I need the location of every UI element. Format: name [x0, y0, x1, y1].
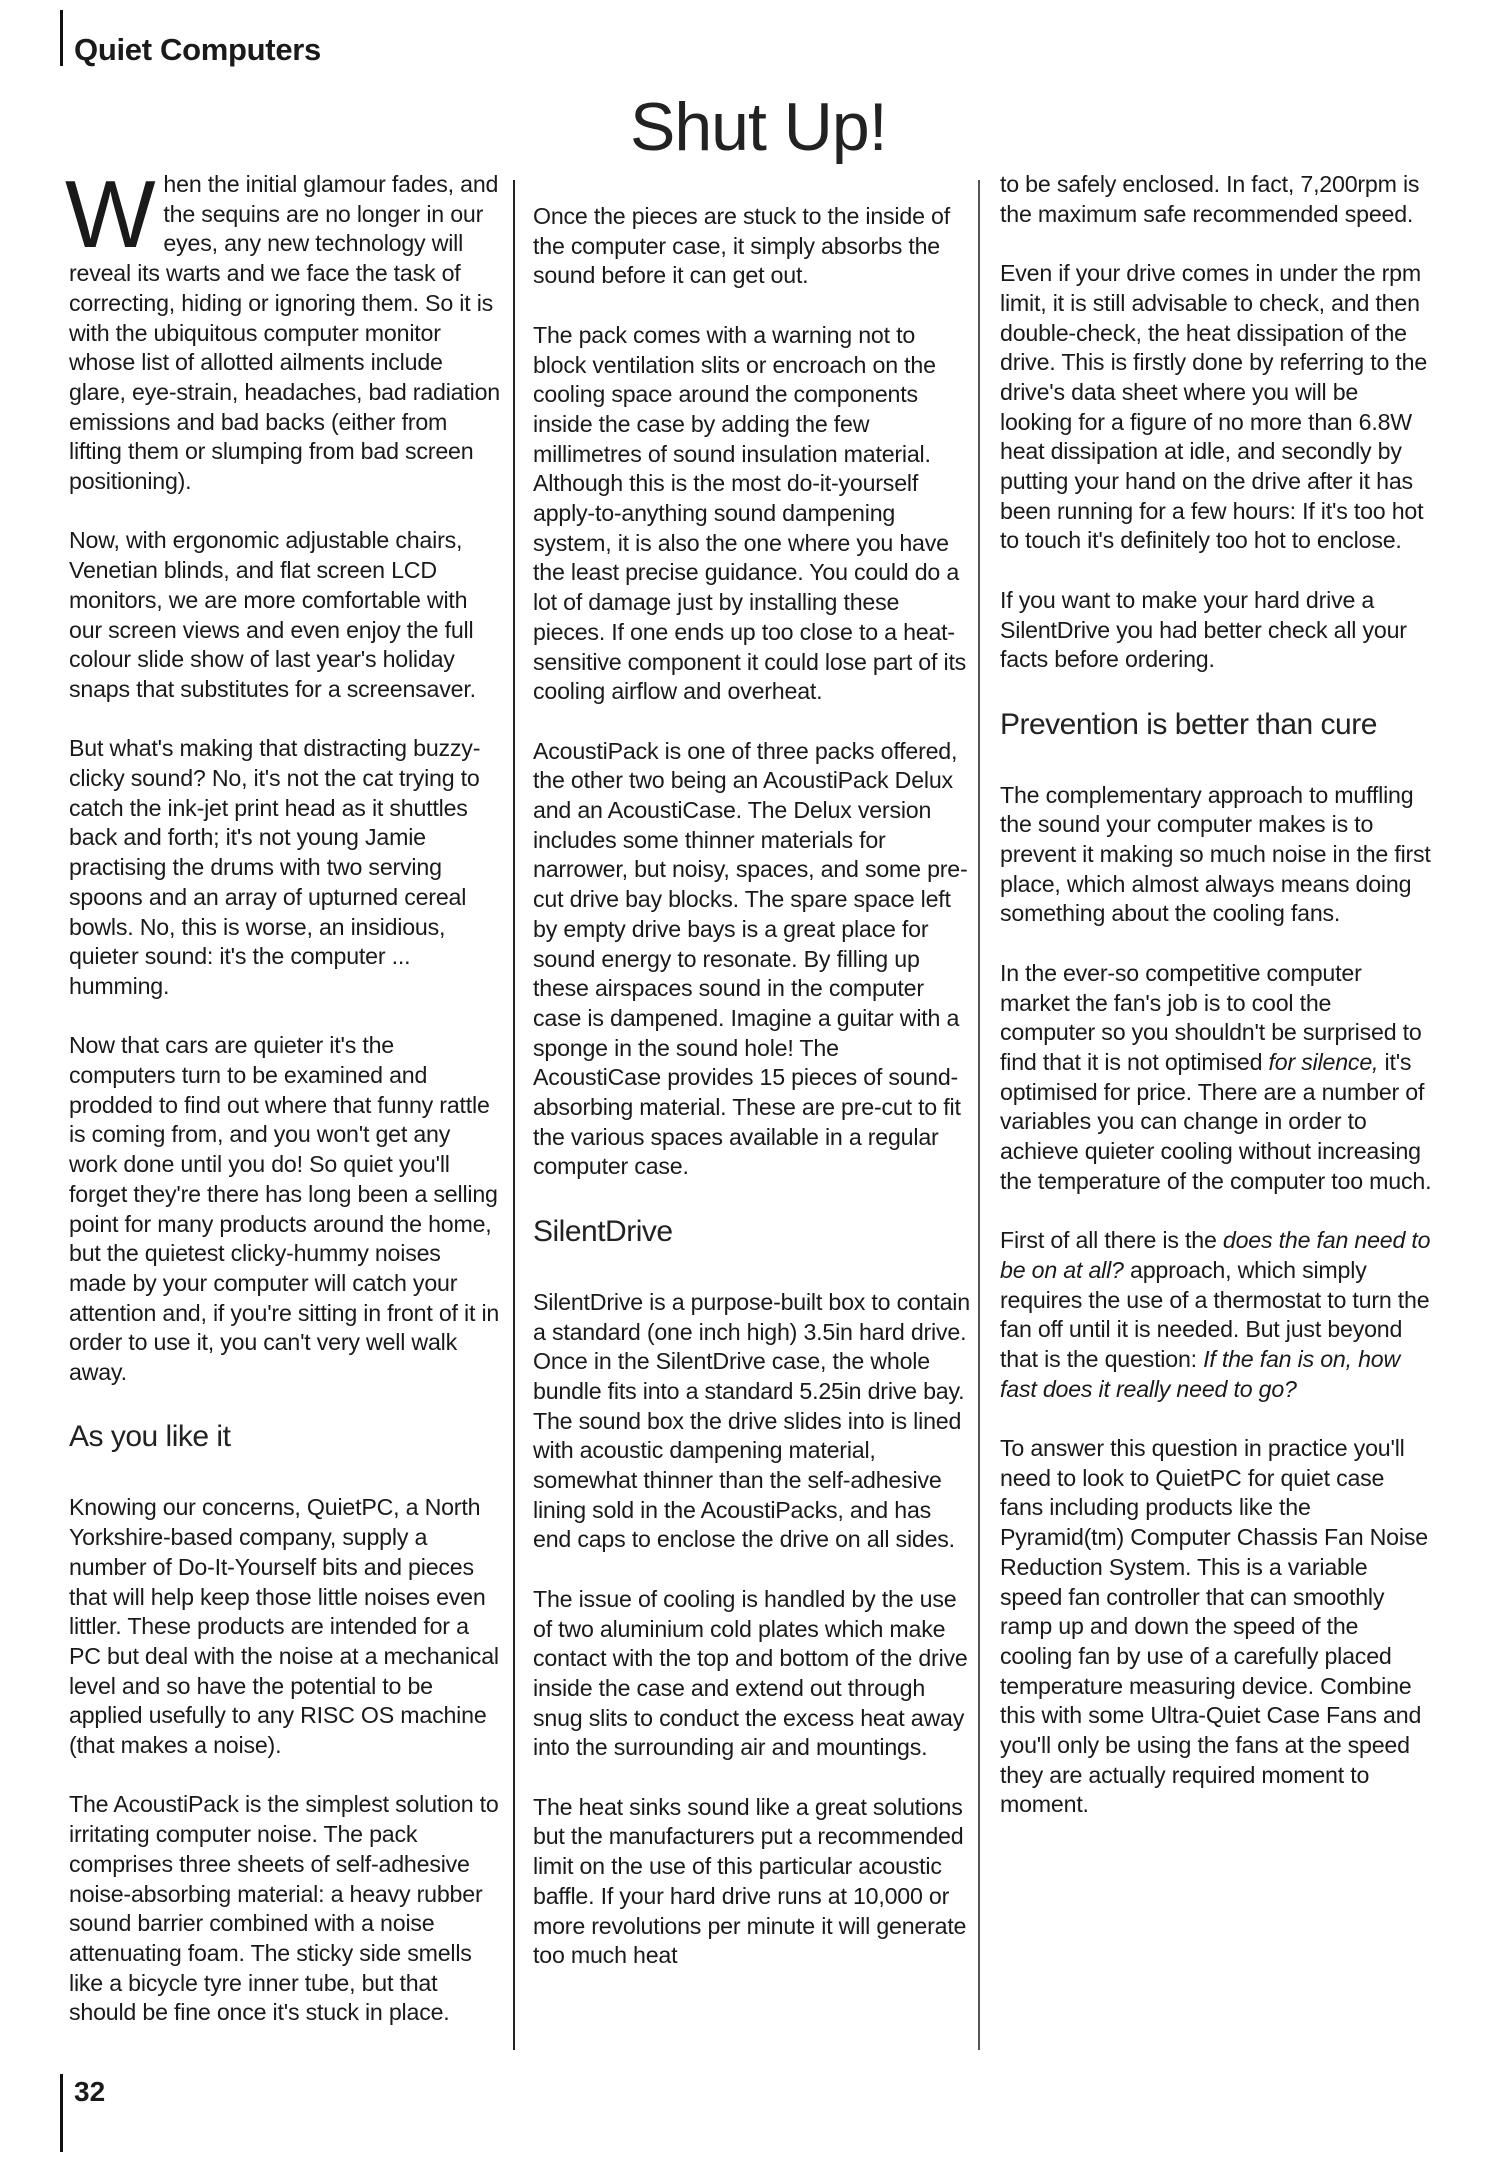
- paragraph: The AcoustiPack is the simplest solution to irritating computer noise. The pack comprises three sheets of self-adhesive noise-absorbing material: a heavy rubber sound barrier combined with a noise attenuating foam. The sticky side smells like a bicycle tyre inner tube, but that should be fine once it's stuck in place.: [69, 1791, 499, 2026]
- subheading-prevention: Prevention is better than cure: [1000, 707, 1377, 741]
- article-column-3: [1000, 170, 1432, 1850]
- column-divider-left: [513, 180, 515, 2050]
- paragraph: to be safely enclosed. In fact, 7,200rpm is the maximum safe recommended speed.: [1000, 171, 1420, 227]
- paragraph: The pack comes with a warning not to block ventilation slits or encroach on the cooling space around the components inside the case by adding the few millimetres of sound insulation material. Although this is the most do-it-yourself apply-to-anything sound dampening system, it is also the one where you have the least precise guidance. You could do a lot of damage just by installing these pieces. If one ends up too close to a heat-sensitive component it could lose part of its cooling airflow and overheat.: [533, 321, 967, 705]
- article-column-1: [65, 161, 501, 2058]
- subheading-as-you-like-it: As you like it: [69, 1420, 231, 1454]
- column-divider-right: [978, 180, 980, 2050]
- paragraph: AcoustiPack is one of three packs offered, the other two being an AcoustiPack Delux and an AcoustiCase. The Delux version includes some thinner materials for narrower, but noisy, spaces, and some pre-cut drive bay blocks. The spare space left by empty drive bays is a great place for sound energy to resonate. By filling up these airspaces sound in the computer case is dampened. Imagine a guitar with a sponge in the sound hole! The AcoustiCase provides 15 pieces of sound-absorbing material. These are pre-cut to fit the various spaces available in a regular computer case.: [533, 737, 968, 1180]
- footer-rule: [60, 2074, 63, 2152]
- paragraph: To answer this question in practice you'll need to look to QuietPC for quiet case fans including products like the Pyramid(tm) Computer Chassis Fan Noise Reduction System. This is a variable speed fan controller that can smoothly ramp up and down the speed of the cooling fan by use of a carefully placed temperature measuring device. Combine this with some Ultra-Quiet Case Fans and you'll only be using the fans at the speed they are actually required moment to moment.: [1000, 1435, 1428, 1818]
- paragraph: Once the pieces are stuck to the inside of the computer case, it simply absorbs the sound before it can get out.: [533, 203, 950, 289]
- paragraph: The heat sinks sound like a great solutions but the manufacturers put a recommended limit on the use of this particular acoustic baffle. If your hard drive runs at 10,000 or more revolutions per minute it will generate too much heat: [533, 1793, 967, 1969]
- paragraph: But what's making that distracting buzzy-clicky sound? No, it's not the cat trying to catch the ink-jet print head as it shuttles back and forth; it's not young Jamie practising the drums with two serving spoons and an array of upturned cereal bowls. No, this is worse, an insidious, quieter sound: it's the computer ... humming.: [69, 735, 481, 999]
- paragraph: Knowing our concerns, QuietPC, a North Yorkshire-based company, supply a number of Do-It-Yourself bits and pieces that will help keep those little noises even littler. These products are intended for a PC but deal with the noise at a mechanical level and so have the potential to be applied usefully to any RISC OS machine (that makes a noise).: [69, 1494, 499, 1759]
- article-title: Shut Up!: [630, 89, 887, 165]
- paragraph: If you want to make your hard drive a SilentDrive you had better check all your facts before ordering.: [1000, 586, 1407, 673]
- paragraph: The complementary approach to muffling the sound your computer makes is to prevent it making so much noise in the first place, which almost always means doing something about the cooling fans.: [1000, 781, 1431, 927]
- subheading-silentdrive: SilentDrive: [533, 1214, 673, 1248]
- paragraph: Now, with ergonomic adjustable chairs, Venetian blinds, and flat screen LCD monitors, we are more comfortable with our screen views and even enjoy the full colour slide show of last year's holiday snaps that substitutes for a screensaver.: [69, 527, 476, 702]
- paragraph: First of all there is the does the fan need to be on at all? approach, which simply requires the use of a thermostat to turn the fan off until it is needed. But just beyond that is the question: If the fan is on, how fast does it really need to go?: [1000, 1227, 1431, 1402]
- header-rule: [60, 10, 63, 66]
- paragraph: When the initial glamour fades, and the sequins are no longer in our eyes, any new technology will reveal its warts and we face the task of correcting, hiding or ignoring them. So it is with the ubiquitous computer monitor whose list of allotted ailments include glare, eye-strain, headaches, bad radiation emissions and bad backs (either from lifting them or slumping from bad screen positioning).: [65, 161, 500, 495]
- paragraph: The issue of cooling is handled by the use of two aluminium cold plates which make contact with the top and bottom of the drive inside the case and extend out through snug slits to conduct the excess heat away into the surrounding air and mountings.: [533, 1585, 968, 1761]
- paragraph: Now that cars are quieter it's the computers turn to be examined and prodded to find out where that funny rattle is coming from, and you won't get any work done until you do! So quiet you'll forget they're there has long been a selling point for many products around the home, but the quietest clicky-hummy noises made by your computer will catch your attention and, if you're sitting in front of it in order to use it, you can't very well walk away.: [69, 1032, 500, 1386]
- paragraph: Even if your drive comes in under the rpm limit, it is still advisable to check, and then double-check, the heat dissipation of the drive. This is firstly done by referring to the drive's data sheet where you will be looking for a figure of no more than 6.8W heat dissipation at idle, and secondly by putting your hand on the drive after it has been running for a few hours: If it's too hot to touch it's definitely too hot to enclose.: [1000, 260, 1428, 554]
- drop-cap: W: [65, 161, 156, 268]
- paragraph: SilentDrive is a purpose-built box to contain a standard (one inch high) 3.5in hard drive. Once in the SilentDrive case, the whole bundle fits into a standard 5.25in drive bay. The sound box the drive slides into is lined with acoustic dampening material, somewhat thinner than the self-adhesive lining sold in the AcoustiPacks, and has end caps to enclose the drive on all sides.: [533, 1288, 970, 1553]
- section-label: Quiet Computers: [74, 32, 321, 67]
- article-column-2: [533, 202, 971, 2001]
- paragraph: In the ever-so competitive computer market the fan's job is to cool the computer so you shouldn't be surprised to find that it is not optimised for silence, it's optimised for price. There are a number of variables you can change in order to achieve quieter cooling without increasing the temperature of the computer too much.: [1000, 959, 1432, 1194]
- page-number: 32: [74, 2076, 106, 2107]
